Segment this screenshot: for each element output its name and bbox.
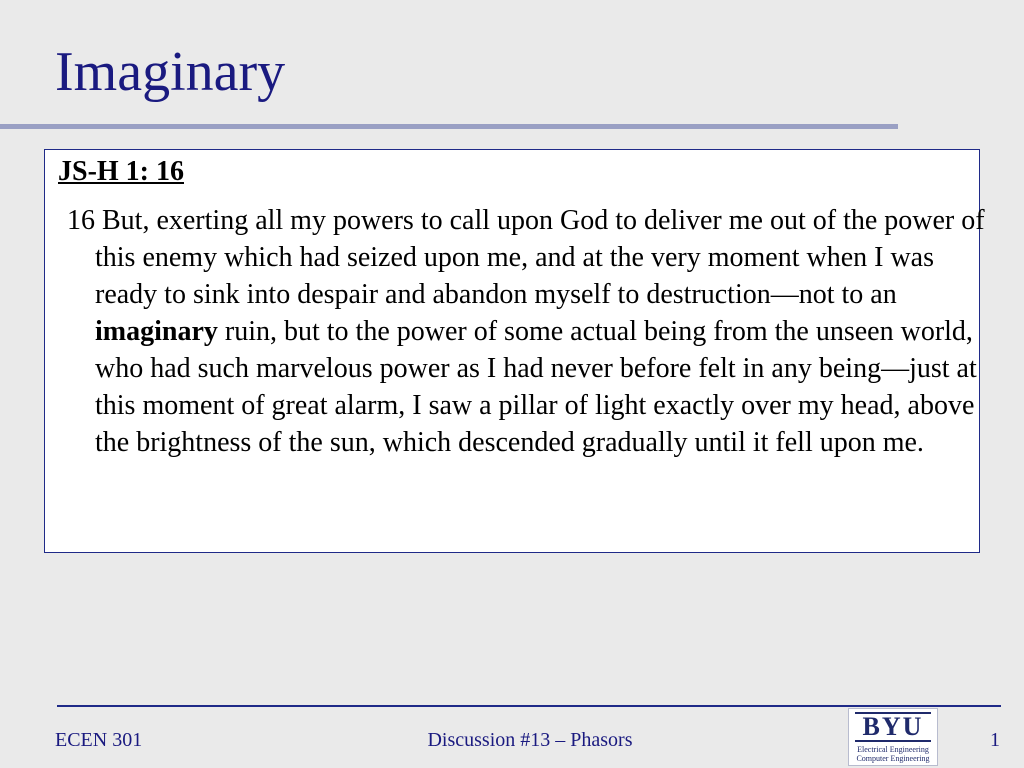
- footer-divider: [57, 705, 1001, 707]
- logo-line-electrical: Electrical Engineering: [857, 745, 929, 754]
- verse-emphasis-word: imaginary: [95, 316, 218, 347]
- scripture-verse-text: [67, 202, 1001, 461]
- scripture-content-box: [44, 149, 985, 553]
- logo-line-computer: Computer Engineering: [856, 754, 930, 763]
- byu-logo-mark: BYU: [855, 712, 931, 742]
- title-divider: [0, 124, 898, 129]
- scripture-reference-heading: JS-H 1: 16: [58, 156, 184, 187]
- page-number: 1: [990, 729, 1000, 751]
- footer-topic: Discussion #13 – Phasors: [427, 729, 633, 751]
- byu-logo: [848, 708, 938, 766]
- verse-text-before: 16 But, exerting all my powers to call upon God to deliver me out of the power of this enemy which had seized upon me, and at the very moment when I was ready to sink into despair and abandon myself to destruction—not to an: [67, 205, 985, 310]
- verse-text-after: ruin, but to the power of some actual being from the unseen world, who had such marvelous power as I had never before felt in any being—just at this moment of great alarm, I saw a pillar of light exactly over my head, above the brightness of the sun, which descended gradually until it fell upon me.: [95, 316, 977, 458]
- footer-course: ECEN 301: [55, 729, 143, 751]
- slide-title: Imaginary: [55, 41, 286, 103]
